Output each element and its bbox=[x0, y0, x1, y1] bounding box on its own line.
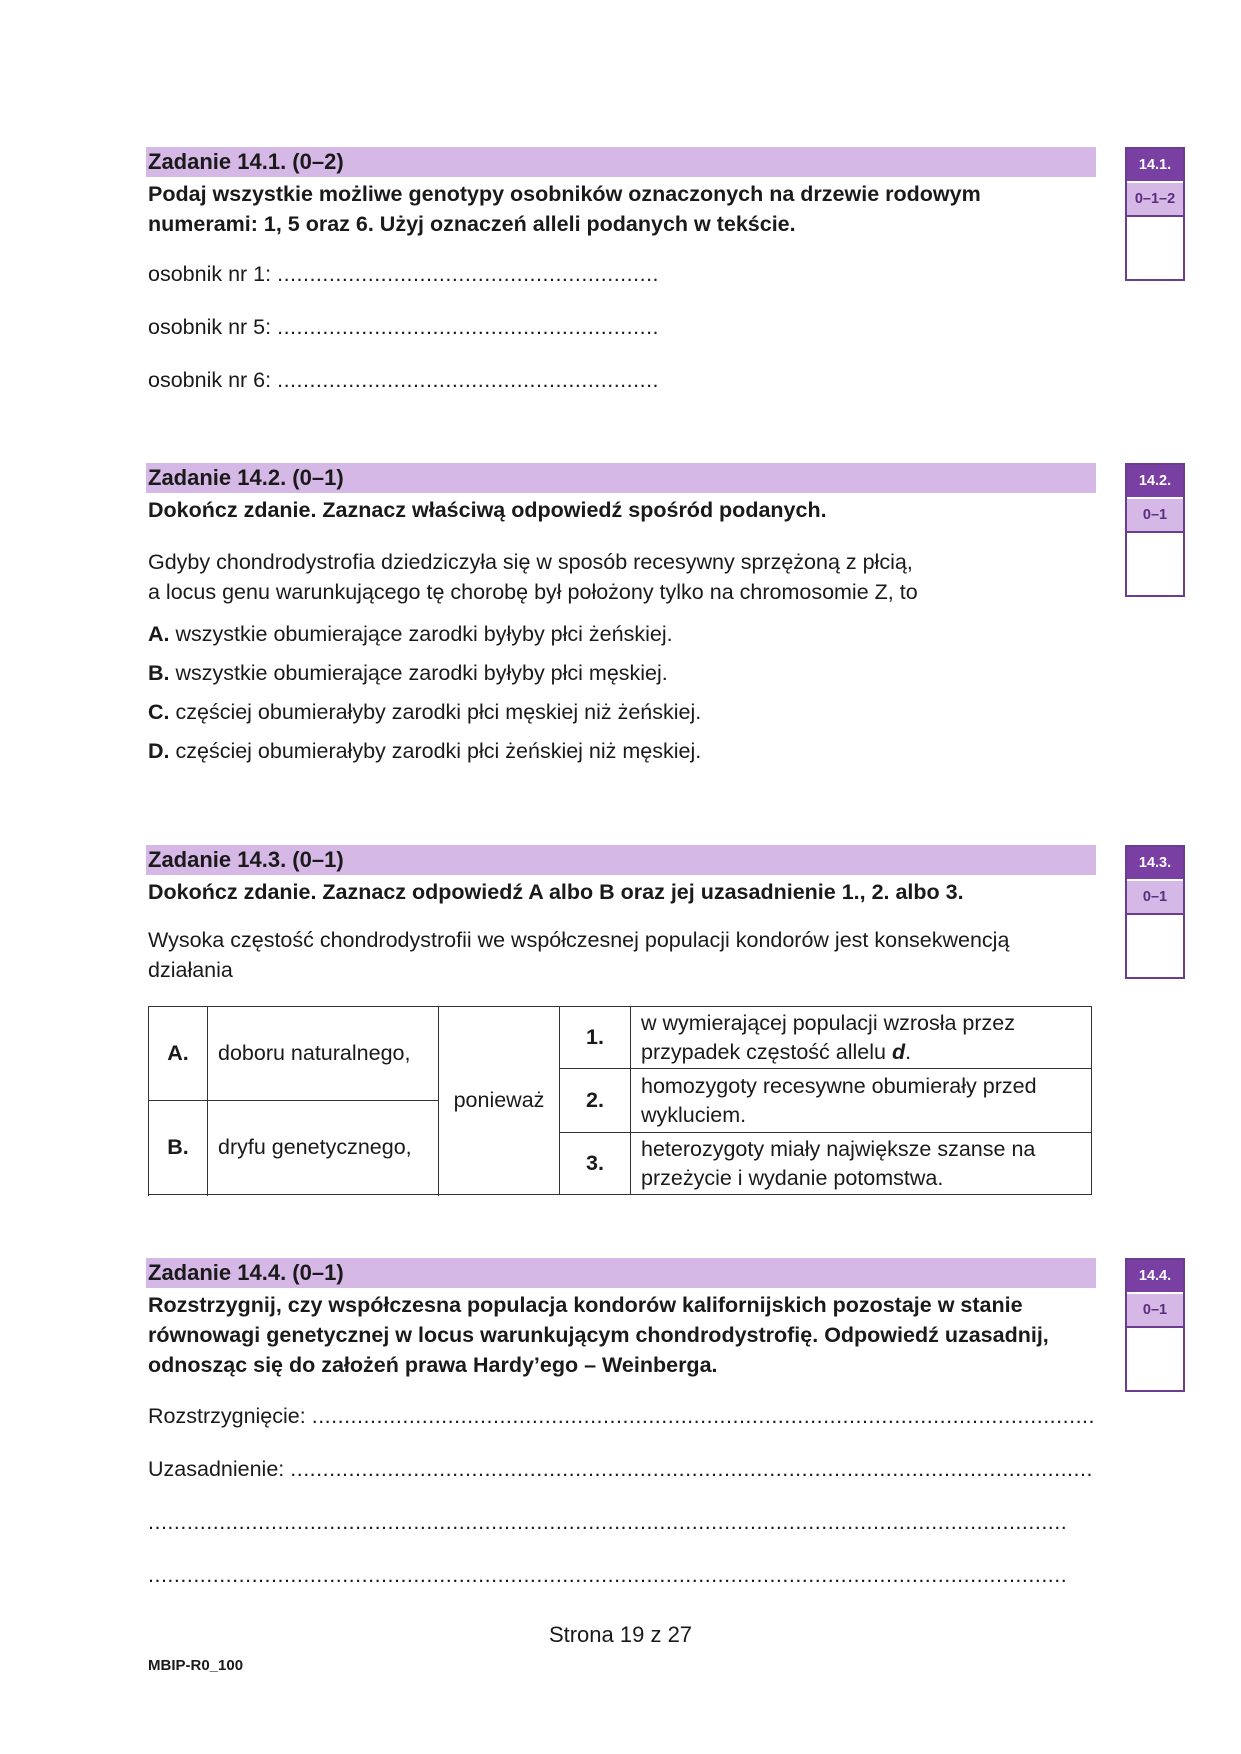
choice-b-letter[interactable]: B. bbox=[149, 1101, 208, 1195]
option-text: wszystkie obumierające zarodki byłyby płci żeńskiej. bbox=[175, 622, 673, 646]
score-field[interactable] bbox=[1127, 1328, 1183, 1390]
choice-a-text[interactable]: doboru naturalnego, bbox=[208, 1007, 439, 1101]
score-range: 0–1–2 bbox=[1127, 183, 1183, 217]
score-range: 0–1 bbox=[1127, 499, 1183, 533]
task-header: Zadanie 14.2. (0–1) bbox=[146, 463, 1096, 493]
score-id: 14.1. bbox=[1127, 149, 1183, 183]
task-header: Zadanie 14.1. (0–2) bbox=[146, 147, 1096, 177]
answer-line-1[interactable] bbox=[146, 259, 659, 289]
answer-label: osobnik nr 1: bbox=[148, 262, 272, 286]
reason-1-text[interactable]: w wymierającej populacji wzrosła przez przypadek częstość allelu d. bbox=[631, 1007, 1092, 1069]
justification-dots: ............................................................................................................................ bbox=[290, 1457, 1093, 1481]
option-b[interactable] bbox=[148, 658, 668, 688]
task-14-2 bbox=[146, 463, 1096, 773]
task-stem: Wysoka częstość chondrodystrofii we współczesnej populacji kondorów jest konsekwencją działania bbox=[148, 928, 1010, 982]
choice-b-text[interactable]: dryfu genetycznego, bbox=[208, 1101, 439, 1195]
task-instruction: Dokończ zdanie. Zaznacz odpowiedź A albo B oraz jej uzasadnienie 1., 2. albo 3. bbox=[148, 880, 964, 904]
score-range: 0–1 bbox=[1127, 881, 1183, 915]
score-id: 14.3. bbox=[1127, 847, 1183, 881]
option-a[interactable] bbox=[148, 619, 673, 649]
option-text: częściej obumierałyby zarodki płci żeńskiej niż męskiej. bbox=[175, 739, 702, 763]
option-letter: A. bbox=[148, 622, 170, 646]
score-box-14-1 bbox=[1125, 147, 1185, 281]
option-letter: D. bbox=[148, 739, 170, 763]
task-14-3 bbox=[146, 845, 1096, 982]
reason-3-text[interactable]: heterozygoty miały największe szanse na przeżycie i wydanie potomstwa. bbox=[631, 1133, 1092, 1195]
score-field[interactable] bbox=[1127, 533, 1183, 595]
option-text: wszystkie obumierające zarodki byłyby płci męskiej. bbox=[175, 661, 668, 685]
option-c[interactable] bbox=[148, 697, 701, 727]
resolution-line[interactable] bbox=[146, 1401, 1095, 1431]
option-d[interactable] bbox=[148, 736, 701, 766]
task-instruction: Rozstrzygnij, czy współczesna populacja kondorów kalifornijskich pozostaje w stanie równowagi genetycznej w locus warunkującym chondrodystrofię. Odpowiedź uzasadnij, odnosząc się do założeń prawa Hardy’ego – Weinberga. bbox=[148, 1293, 1049, 1377]
page-number: Strona 19 z 27 bbox=[548, 1622, 693, 1647]
justification-line[interactable] bbox=[146, 1454, 1093, 1484]
task-stem bbox=[146, 547, 1096, 607]
task-14-4 bbox=[146, 1258, 1096, 1598]
connector: ponieważ bbox=[439, 1007, 560, 1195]
option-letter: B. bbox=[148, 661, 170, 685]
score-field[interactable] bbox=[1127, 915, 1183, 977]
reason-3-number[interactable]: 3. bbox=[560, 1133, 631, 1195]
answer-dots: ........................................................... bbox=[277, 368, 660, 392]
answer-dots: ........................................................... bbox=[277, 315, 660, 339]
score-range: 0–1 bbox=[1127, 1294, 1183, 1328]
score-box-14-4 bbox=[1125, 1258, 1185, 1392]
reason-2-number[interactable]: 2. bbox=[560, 1069, 631, 1133]
task-instruction: Dokończ zdanie. Zaznacz właściwą odpowiedź spośród podanych. bbox=[148, 498, 827, 522]
reason-2-text[interactable]: homozygoty recesywne obumierały przed wykluciem. bbox=[631, 1069, 1092, 1133]
resolution-dots: ......................................................................................................................... bbox=[311, 1404, 1095, 1428]
choice-a-letter[interactable]: A. bbox=[149, 1007, 208, 1101]
score-box-14-2 bbox=[1125, 463, 1185, 597]
reason-1-number[interactable]: 1. bbox=[560, 1007, 631, 1069]
stem-line-1: Gdyby chondrodystrofia dziedziczyła się w sposób recesywny sprzężoną z płcią, bbox=[148, 550, 913, 574]
score-id: 14.4. bbox=[1127, 1260, 1183, 1294]
option-text: częściej obumierałyby zarodki płci męskiej niż żeńskiej. bbox=[175, 700, 702, 724]
task-header: Zadanie 14.4. (0–1) bbox=[146, 1258, 1096, 1288]
task-instruction: Podaj wszystkie możliwe genotypy osobników oznaczonych na drzewie rodowym numerami: 1, 5 oraz 6. Użyj oznaczeń alleli podanych w tekście. bbox=[148, 182, 981, 236]
score-box-14-3 bbox=[1125, 845, 1185, 979]
task-header: Zadanie 14.3. (0–1) bbox=[146, 845, 1096, 875]
answer-label: osobnik nr 6: bbox=[148, 368, 272, 392]
task-14-1 bbox=[146, 147, 1096, 407]
exam-code: MBIP-R0_100 bbox=[148, 1657, 244, 1674]
answer-dots: ........................................................... bbox=[277, 262, 660, 286]
score-field[interactable] bbox=[1127, 217, 1183, 279]
answer-label: osobnik nr 5: bbox=[148, 315, 272, 339]
justification-extra-line-1[interactable]: .............................................................................................................................................. bbox=[148, 1510, 1068, 1534]
option-letter: C. bbox=[148, 700, 170, 724]
resolution-label: Rozstrzygnięcie: bbox=[148, 1404, 306, 1428]
allele-symbol: d bbox=[891, 1039, 906, 1064]
answer-line-5[interactable] bbox=[146, 312, 659, 342]
score-id: 14.2. bbox=[1127, 465, 1183, 499]
answer-line-6[interactable] bbox=[146, 365, 659, 395]
answer-table bbox=[148, 1006, 1092, 1195]
justification-extra-line-2[interactable]: .............................................................................................................................................. bbox=[148, 1563, 1068, 1587]
stem-line-2: a locus genu warunkującego tę chorobę był położony tylko na chromosomie Z, to bbox=[148, 580, 918, 604]
justification-label: Uzasadnienie: bbox=[148, 1457, 285, 1481]
